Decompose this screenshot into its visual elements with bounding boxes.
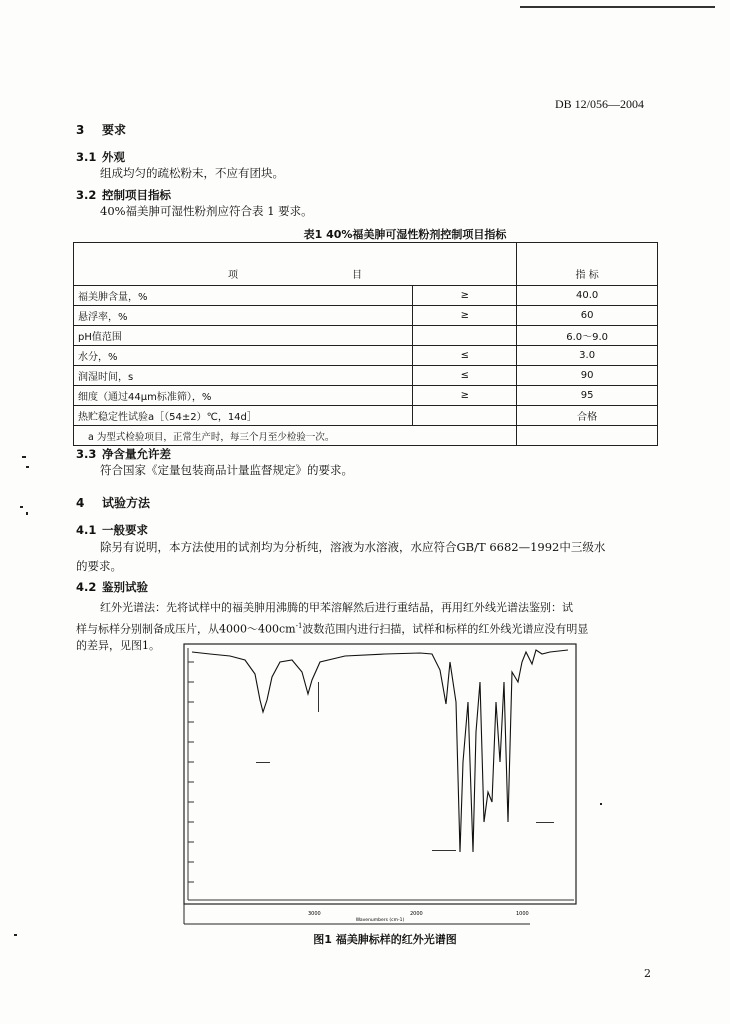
x-tick-label: 3000 xyxy=(308,911,321,917)
table-row xyxy=(74,386,658,406)
row-item: 悬浮率，% xyxy=(74,306,413,326)
row-sym: ≤ xyxy=(413,346,517,366)
table-head-item: 项 目 xyxy=(74,243,517,286)
table-row xyxy=(74,306,658,326)
section-3-1-text: 组成均匀的疏松粉末，不应有团块。 xyxy=(100,166,284,180)
scan-speck xyxy=(22,456,26,458)
x-tick-label: 1000 xyxy=(516,911,529,917)
section-4-2-text-line1: 红外光谱法：先将试样中的福美胂用沸腾的甲苯溶解然后进行重结晶，再用红外线光谱法鉴别：试 xyxy=(100,601,573,614)
row-value: 3.0 xyxy=(517,346,658,366)
scan-speck xyxy=(26,512,28,515)
section-4-1-heading: 4.1 一般要求 xyxy=(76,523,148,537)
page-number: 2 xyxy=(644,967,651,980)
section-4-2-heading: 4.2 鉴别试验 xyxy=(76,580,148,594)
row-value: 95 xyxy=(517,386,658,406)
row-value: 90 xyxy=(517,366,658,386)
table-row xyxy=(74,406,658,426)
y-ticks xyxy=(188,662,194,882)
row-item: 润湿时间，s xyxy=(74,366,413,386)
x-axis-label: Wavenumbers (cm-1) xyxy=(355,918,405,923)
row-sym xyxy=(413,326,517,346)
table-head-value: 指 标 xyxy=(517,243,658,286)
row-item: 福美胂含量，% xyxy=(74,286,413,306)
table-row xyxy=(74,346,658,366)
scan-speck xyxy=(14,934,17,936)
row-item: 水分，% xyxy=(74,346,413,366)
section-4-2-text-line2: 样与标样分别制备成压片，从$4000\sim 400cm^{-1}$波数范围内进行扫描，试样和标样的红外线光谱应没有明显 xyxy=(76,622,589,636)
section-4-2-text-line3: 的差异，见图1。 xyxy=(76,639,160,652)
table-row xyxy=(74,286,658,306)
doc-code: DB 12/056—2004 xyxy=(554,97,644,111)
row-value: 6.0～9.0 xyxy=(517,326,658,346)
section-4-1-text-line1: 除另有说明，本方法使用的试剂均为分析纯，溶液为水溶液，水应符合GB/T 6682—1992中三级水 xyxy=(100,540,606,554)
row-sym: ≥ xyxy=(413,306,517,326)
row-item: pH值范围 xyxy=(74,326,413,346)
row-sym: ≥ xyxy=(413,286,517,306)
table-footnote-row xyxy=(74,426,658,446)
ir-spectrum-figure xyxy=(170,642,590,930)
table-row xyxy=(74,326,658,346)
header-rule xyxy=(520,6,715,8)
row-sym xyxy=(413,406,517,426)
scan-speck xyxy=(600,803,602,805)
section-3-3-text: 符合国家《定量包装商品计量监督规定》的要求。 xyxy=(100,463,353,477)
section-3-3-heading: 3.3 净含量允许差 xyxy=(76,447,171,461)
section-3-1-heading: 3.1 外观 xyxy=(76,150,125,164)
row-item: 热贮稳定性试验a［（54±2）℃，14d］ xyxy=(74,406,413,426)
row-value: 60 xyxy=(517,306,658,326)
section-3-2-heading: 3.2 控制项目指标 xyxy=(76,188,171,202)
section-4-1-text-line2: 的要求。 xyxy=(76,559,122,573)
section-3-2-text: 40%福美胂可湿性粉剂应符合表 1 要求。 xyxy=(100,204,313,218)
table-header-row xyxy=(74,243,658,286)
section-3-heading: 3 要求 xyxy=(76,123,127,137)
spectrum-line xyxy=(192,650,568,852)
row-item: 细度（通过44μm标准筛），% xyxy=(74,386,413,406)
figure-1-caption: 图1 福美胂标样的红外光谱图 xyxy=(313,933,457,946)
row-value: 40.0 xyxy=(517,286,658,306)
table-footnote: a 为型式检验项目，正常生产时，每三个月至少检验一次。 xyxy=(74,426,517,446)
table-row xyxy=(74,366,658,386)
plot-frame xyxy=(184,644,576,904)
table-1-caption: 表1 40%福美胂可湿性粉剂控制项目指标 xyxy=(303,228,507,241)
row-sym: ≤ xyxy=(413,366,517,386)
scan-speck xyxy=(20,506,23,508)
row-value: 合格 xyxy=(517,406,658,426)
scan-speck xyxy=(26,466,29,468)
row-sym: ≥ xyxy=(413,386,517,406)
x-tick-label: 2000 xyxy=(410,911,423,917)
table-1 xyxy=(73,242,658,446)
section-4-heading: 4 试验方法 xyxy=(76,496,151,510)
